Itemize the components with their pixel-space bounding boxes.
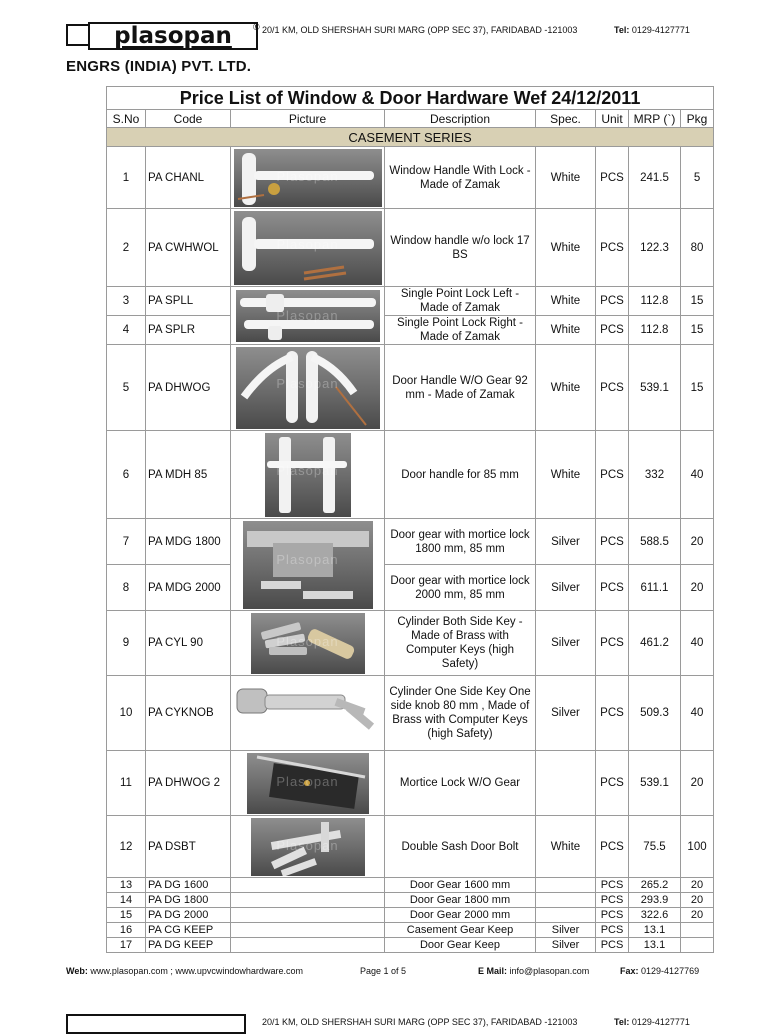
row-spec — [536, 878, 596, 893]
row-sno: 16 — [107, 923, 146, 938]
row-spec: White — [536, 287, 596, 316]
row-unit: PCS — [596, 209, 629, 287]
footer-email — [478, 966, 589, 976]
photo-watermark: Plasopan — [276, 308, 339, 324]
row-spec: White — [536, 345, 596, 431]
table-row — [107, 611, 714, 676]
table-row — [107, 316, 714, 345]
table-row — [107, 565, 714, 611]
row-sno: 17 — [107, 938, 146, 953]
row-code: PA DG 2000 — [146, 908, 231, 923]
web-label: Web: — [66, 966, 88, 976]
row-sno: 1 — [107, 147, 146, 209]
row-code: PA DSBT — [146, 816, 231, 878]
next-tel-number: 0129-4127771 — [631, 1017, 690, 1027]
row-spec: White — [536, 209, 596, 287]
row-description: Single Point Lock Right - Made of Zamak — [385, 316, 536, 345]
row-mrp: 241.5 — [629, 147, 681, 209]
row-description: Door Gear 1600 mm — [385, 878, 536, 893]
next-page-telephone — [614, 1017, 690, 1027]
row-sno: 6 — [107, 431, 146, 519]
row-sno: 2 — [107, 209, 146, 287]
row-pkg: 15 — [681, 287, 714, 316]
row-sno: 9 — [107, 611, 146, 676]
tel-number: 0129-4127771 — [631, 25, 690, 35]
row-code: PA CHANL — [146, 147, 231, 209]
row-sno: 14 — [107, 893, 146, 908]
row-mrp: 509.3 — [629, 676, 681, 751]
row-code: PA MDG 2000 — [146, 565, 231, 611]
row-spec: Silver — [536, 923, 596, 938]
window-handle-lock-icon — [234, 149, 382, 207]
mortice-gear-icon — [243, 521, 373, 609]
empty-picture-cell — [231, 878, 385, 893]
row-description: Door Gear 2000 mm — [385, 908, 536, 923]
product-photo-cell — [231, 611, 385, 676]
table-row — [107, 431, 714, 519]
product-photo-cell — [231, 431, 385, 519]
photo-watermark: Plasopan — [276, 169, 339, 185]
row-sno: 3 — [107, 287, 146, 316]
table-row — [107, 938, 714, 953]
empty-picture-cell — [231, 923, 385, 938]
row-spec: Silver — [536, 676, 596, 751]
row-unit: PCS — [596, 816, 629, 878]
company-logo — [66, 20, 262, 54]
door-handle-plate-icon — [265, 433, 351, 517]
row-description: Window Handle With Lock - Made of Zamak — [385, 147, 536, 209]
row-mrp: 539.1 — [629, 751, 681, 816]
next-page-logo — [66, 1014, 246, 1034]
tel-label: Tel: — [614, 25, 630, 35]
row-spec — [536, 908, 596, 923]
row-pkg: 20 — [681, 893, 714, 908]
row-description: Mortice Lock W/O Gear — [385, 751, 536, 816]
row-description: Casement Gear Keep — [385, 923, 536, 938]
row-description: Single Point Lock Left - Made of Zamak — [385, 287, 536, 316]
row-pkg: 15 — [681, 345, 714, 431]
row-unit: PCS — [596, 565, 629, 611]
row-sno: 12 — [107, 816, 146, 878]
row-spec: White — [536, 147, 596, 209]
row-spec: White — [536, 431, 596, 519]
row-pkg: 80 — [681, 209, 714, 287]
photo-watermark: Plasopan — [276, 376, 339, 392]
row-mrp: 611.1 — [629, 565, 681, 611]
table-row — [107, 816, 714, 878]
photo-watermark: Plasopan — [276, 462, 339, 478]
door-bolt-icon — [251, 818, 365, 876]
row-sno: 4 — [107, 316, 146, 345]
row-spec: White — [536, 816, 596, 878]
row-unit: PCS — [596, 676, 629, 751]
row-pkg: 40 — [681, 676, 714, 751]
column-header-row — [107, 110, 714, 128]
row-pkg: 100 — [681, 816, 714, 878]
row-unit: PCS — [596, 287, 629, 316]
product-photo-cell — [231, 209, 385, 287]
logo-frame — [88, 22, 258, 50]
product-photo-cell — [231, 147, 385, 209]
row-description: Door handle for 85 mm — [385, 431, 536, 519]
row-code: PA MDH 85 — [146, 431, 231, 519]
photo-watermark: Plasopan — [276, 774, 339, 790]
col-picture: Picture — [231, 110, 385, 128]
row-mrp: 332 — [629, 431, 681, 519]
photo-watermark: Plasopan — [276, 634, 339, 650]
row-spec — [536, 893, 596, 908]
table-row — [107, 751, 714, 816]
row-pkg: 40 — [681, 611, 714, 676]
row-sno: 13 — [107, 878, 146, 893]
row-pkg: 40 — [681, 431, 714, 519]
row-description: Double Sash Door Bolt — [385, 816, 536, 878]
product-photo-cell — [231, 519, 385, 611]
table-row — [107, 345, 714, 431]
registered-mark: ® — [253, 22, 260, 32]
footer-fax — [620, 966, 699, 976]
row-code: PA SPLR — [146, 316, 231, 345]
cylinder-knob-icon — [235, 683, 381, 743]
row-spec: Silver — [536, 938, 596, 953]
product-photo-cell — [231, 676, 385, 751]
row-pkg: 15 — [681, 316, 714, 345]
mortice-lock-icon — [247, 753, 369, 814]
table-row — [107, 908, 714, 923]
row-description: Door Gear 1800 mm — [385, 893, 536, 908]
col-sno: S.No — [107, 110, 146, 128]
row-description: Door Handle W/O Gear 92 mm - Made of Zamak — [385, 345, 536, 431]
table-row — [107, 147, 714, 209]
window-handle-icon — [234, 211, 382, 285]
row-pkg: 20 — [681, 908, 714, 923]
row-unit: PCS — [596, 893, 629, 908]
product-photo-cell — [231, 751, 385, 816]
row-sno: 7 — [107, 519, 146, 565]
row-spec: White — [536, 316, 596, 345]
row-description: Window handle w/o lock 17 BS — [385, 209, 536, 287]
product-photo-cell — [231, 816, 385, 878]
row-code: PA DG KEEP — [146, 938, 231, 953]
row-spec: Silver — [536, 611, 596, 676]
col-code: Code — [146, 110, 231, 128]
row-description: Cylinder One Side Key One side knob 80 mm , Made of Brass with Computer Keys (high Safety) — [385, 676, 536, 751]
fax-label: Fax: — [620, 966, 639, 976]
row-unit: PCS — [596, 316, 629, 345]
company-name: ENGRS (INDIA) PVT. LTD. — [66, 58, 252, 75]
row-mrp: 13.1 — [629, 923, 681, 938]
row-unit: PCS — [596, 147, 629, 209]
header-address: 20/1 KM, OLD SHERSHAH SURI MARG (OPP SEC 37), FARIDABAD -121003 — [262, 25, 578, 35]
empty-picture-cell — [231, 908, 385, 923]
row-sno: 15 — [107, 908, 146, 923]
col-spec: Spec. — [536, 110, 596, 128]
row-code: PA CYKNOB — [146, 676, 231, 751]
single-point-lock-icon — [236, 290, 380, 342]
next-tel-label: Tel: — [614, 1017, 630, 1027]
row-mrp: 461.2 — [629, 611, 681, 676]
row-spec: Silver — [536, 565, 596, 611]
row-pkg: 5 — [681, 147, 714, 209]
row-pkg: 20 — [681, 519, 714, 565]
row-code: PA DG 1800 — [146, 893, 231, 908]
table-row — [107, 923, 714, 938]
next-page-address: 20/1 KM, OLD SHERSHAH SURI MARG (OPP SEC 37), FARIDABAD -121003 — [262, 1017, 578, 1027]
table-row — [107, 676, 714, 751]
empty-picture-cell — [231, 893, 385, 908]
price-list-table — [106, 86, 714, 953]
row-mrp: 322.6 — [629, 908, 681, 923]
row-code: PA DG 1600 — [146, 878, 231, 893]
product-photo-cell — [231, 345, 385, 431]
table-row — [107, 287, 714, 316]
row-description: Door gear with mortice lock 1800 mm, 85 mm — [385, 519, 536, 565]
row-sno: 5 — [107, 345, 146, 431]
col-description: Description — [385, 110, 536, 128]
logo-frame-left — [66, 24, 88, 46]
row-spec: Silver — [536, 519, 596, 565]
row-mrp: 265.2 — [629, 878, 681, 893]
row-pkg — [681, 923, 714, 938]
row-unit: PCS — [596, 519, 629, 565]
row-mrp: 112.8 — [629, 316, 681, 345]
email-link[interactable]: info@plasopan.com — [509, 966, 590, 976]
fax-number: 0129-4127769 — [641, 966, 700, 976]
footer-web — [66, 966, 303, 976]
header-telephone — [614, 25, 690, 35]
row-unit: PCS — [596, 431, 629, 519]
row-mrp: 122.3 — [629, 209, 681, 287]
row-description: Cylinder Both Side Key - Made of Brass with Computer Keys (high Safety) — [385, 611, 536, 676]
row-mrp: 112.8 — [629, 287, 681, 316]
row-code: PA MDG 1800 — [146, 519, 231, 565]
row-mrp: 588.5 — [629, 519, 681, 565]
row-pkg: 20 — [681, 878, 714, 893]
row-code: PA SPLL — [146, 287, 231, 316]
table-row — [107, 878, 714, 893]
row-spec — [536, 751, 596, 816]
table-row — [107, 893, 714, 908]
table-row — [107, 209, 714, 287]
page-number: Page 1 of 5 — [360, 966, 407, 976]
cylinder-keys-icon — [251, 613, 365, 674]
row-code: PA CWHWOL — [146, 209, 231, 287]
row-mrp: 293.9 — [629, 893, 681, 908]
row-unit: PCS — [596, 345, 629, 431]
photo-watermark: Plasopan — [276, 838, 339, 854]
row-mrp: 75.5 — [629, 816, 681, 878]
row-mrp: 539.1 — [629, 345, 681, 431]
email-label: E Mail: — [478, 966, 508, 976]
row-mrp: 13.1 — [629, 938, 681, 953]
row-unit: PCS — [596, 878, 629, 893]
row-unit: PCS — [596, 938, 629, 953]
row-unit: PCS — [596, 923, 629, 938]
row-code: PA CG KEEP — [146, 923, 231, 938]
door-handle-pair-icon — [236, 347, 380, 429]
row-unit: PCS — [596, 611, 629, 676]
row-description: Door Gear Keep — [385, 938, 536, 953]
photo-watermark: Plasopan — [276, 237, 339, 253]
web-links[interactable]: www.plasopan.com ; www.upvcwindowhardware.com — [90, 966, 303, 976]
col-mrp: MRP (`) — [629, 110, 681, 128]
row-pkg — [681, 938, 714, 953]
row-pkg: 20 — [681, 751, 714, 816]
row-sno: 10 — [107, 676, 146, 751]
row-code: PA CYL 90 — [146, 611, 231, 676]
empty-picture-cell — [231, 938, 385, 953]
col-pkg: Pkg — [681, 110, 714, 128]
section-heading: CASEMENT SERIES — [107, 128, 714, 147]
row-pkg: 20 — [681, 565, 714, 611]
price-list-title: Price List of Window & Door Hardware Wef 24/12/2011 — [107, 87, 714, 110]
row-unit: PCS — [596, 751, 629, 816]
row-sno: 11 — [107, 751, 146, 816]
col-unit: Unit — [596, 110, 629, 128]
row-code: PA DHWOG 2 — [146, 751, 231, 816]
row-unit: PCS — [596, 908, 629, 923]
row-description: Door gear with mortice lock 2000 mm, 85 mm — [385, 565, 536, 611]
row-sno: 8 — [107, 565, 146, 611]
table-row — [107, 519, 714, 565]
logo-text: plasopan — [114, 22, 232, 49]
row-code: PA DHWOG — [146, 345, 231, 431]
product-photo-cell — [231, 287, 385, 345]
photo-watermark: Plasopan — [276, 552, 339, 568]
